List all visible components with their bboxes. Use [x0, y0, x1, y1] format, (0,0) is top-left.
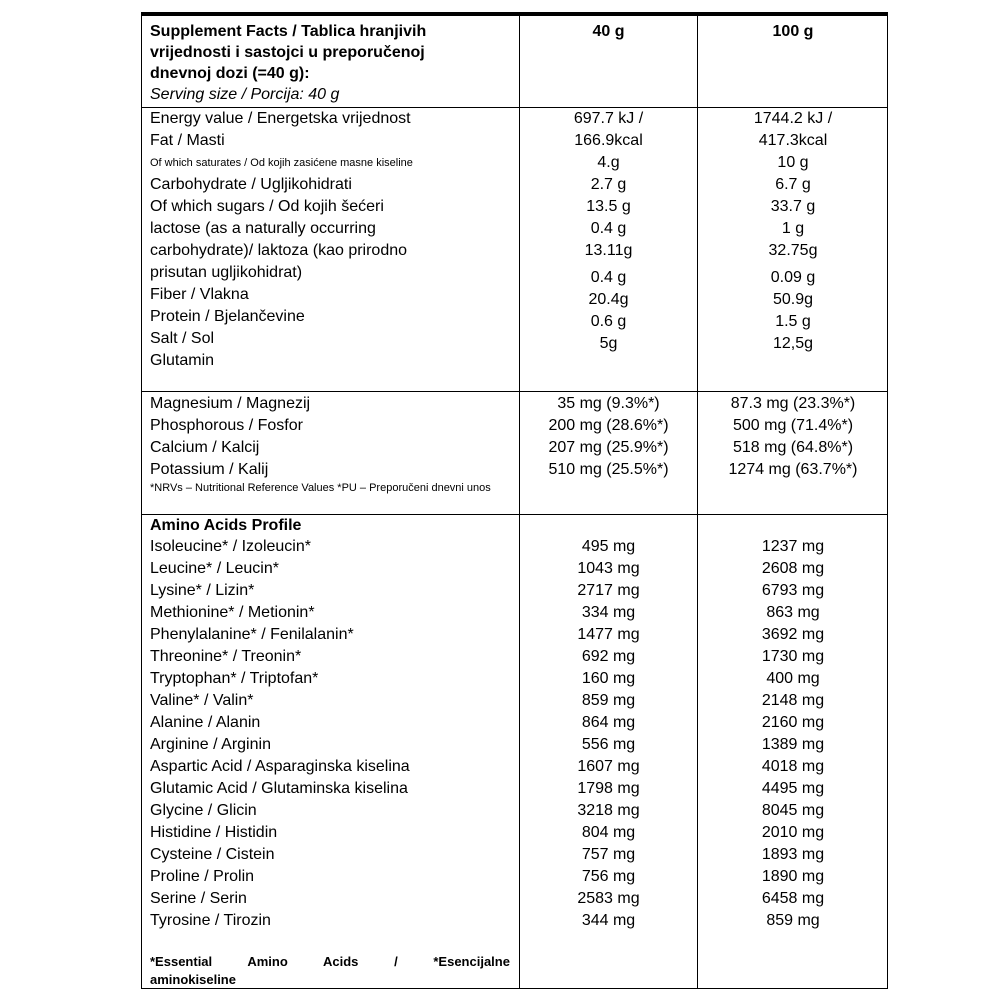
title-line: dnevnoj dozi (=40 g): — [150, 65, 310, 82]
amino-value-100g: 6793 mg — [761, 582, 825, 599]
nutrient-label: Glutamin — [150, 352, 215, 369]
amino-value-40g: 556 mg — [581, 736, 636, 753]
row-divider — [141, 391, 888, 392]
amino-value-100g: 1730 mg — [761, 648, 825, 665]
nutrient-value-40g: 13.5 g — [586, 198, 631, 215]
amino-value-100g: 863 mg — [766, 604, 820, 621]
nutrition-labels — [150, 108, 413, 372]
nutrition-values-100g — [698, 108, 888, 350]
amino-acid-name: Valine* / Valin* — [150, 692, 254, 709]
amino-values-40g — [520, 536, 697, 932]
amino-value-100g: 2010 mg — [761, 824, 825, 841]
mineral-value-100g: 518 mg (64.8%*) — [732, 439, 854, 456]
amino-value-100g: 1890 mg — [761, 868, 825, 885]
amino-value-100g: 8045 mg — [761, 802, 825, 819]
amino-value-40g: 1798 mg — [577, 780, 640, 797]
amino-acid-name: Phenylalanine* / Fenilalanin* — [150, 626, 354, 643]
nutrient-value-100g: 417.3kcal — [758, 132, 828, 149]
amino-value-100g: 1893 mg — [761, 846, 825, 863]
amino-acid-name: Threonine* / Treonin* — [150, 648, 302, 665]
footnote-word: / — [394, 954, 398, 969]
mineral-value-40g: 200 mg (28.6%*) — [548, 417, 669, 434]
amino-value-40g: 1043 mg — [577, 560, 640, 577]
mineral-value-40g: 35 mg (9.3%*) — [557, 395, 660, 412]
mineral-name: Magnesium / Magnezij — [150, 395, 311, 412]
amino-value-100g: 1237 mg — [761, 538, 825, 555]
nutrient-label: Of which sugars / Od kojih šećeri — [150, 198, 384, 215]
nutrient-value-100g: 50.9g — [772, 291, 814, 308]
amino-value-40g: 1477 mg — [577, 626, 640, 643]
amino-value-40g: 344 mg — [581, 912, 636, 929]
amino-value-40g: 804 mg — [581, 824, 636, 841]
mineral-value-100g: 500 mg (71.4%*) — [732, 417, 854, 434]
nutrient-value-100g: 0.09 g — [770, 269, 816, 286]
amino-value-40g: 864 mg — [581, 714, 636, 731]
nutrient-value-40g: 13.11g — [584, 242, 633, 259]
nutrition-values-40g — [520, 108, 697, 350]
mineral-value-40g: 510 mg (25.5%*) — [548, 461, 669, 478]
essential-footnote — [150, 953, 510, 989]
amino-acid-name: Aspartic Acid / Asparaginska kiselina — [150, 758, 410, 775]
footnote-word: *Esencijalne — [433, 954, 510, 969]
nutrient-label: lactose (as a naturally occurring — [150, 220, 376, 237]
nutrient-value-100g: 32.75g — [768, 242, 818, 259]
nutrient-value-100g: 33.7 g — [770, 198, 816, 215]
amino-value-100g: 859 mg — [766, 912, 820, 929]
nutrient-value-40g: 5g — [599, 335, 618, 352]
nutrient-value-100g: 6.7 g — [775, 176, 811, 193]
nutrient-value-40g: 4.g — [597, 154, 620, 171]
amino-value-100g: 2608 mg — [761, 560, 825, 577]
amino-acid-name: Histidine / Histidin — [150, 824, 278, 841]
amino-value-40g: 692 mg — [581, 648, 636, 665]
nutrient-value-40g: 20.4g — [588, 291, 629, 308]
amino-value-40g: 2583 mg — [577, 890, 640, 907]
nutrient-value-100g: 10 g — [777, 154, 809, 171]
amino-acid-name: Alanine / Alanin — [150, 714, 261, 731]
column-header-40g: 40 g — [592, 23, 625, 40]
footnote-word: Acids — [322, 954, 359, 969]
amino-value-40g: 334 mg — [581, 604, 636, 621]
nutrient-value-100g: 1 g — [781, 220, 805, 237]
nutrient-label: Salt / Sol — [150, 330, 215, 347]
amino-acid-name: Glycine / Glicin — [150, 802, 257, 819]
mineral-value-100g: 87.3 mg (23.3%*) — [730, 395, 856, 412]
title-line: vrijednosti i sastojci u preporučenoj — [150, 44, 425, 61]
amino-acid-name: Tyrosine / Tirozin — [150, 912, 271, 929]
nutrient-value-100g: 1744.2 kJ / — [753, 110, 833, 127]
amino-value-40g: 160 mg — [581, 670, 636, 687]
amino-value-40g: 2717 mg — [577, 582, 640, 599]
footnote-line: aminokiseline — [150, 972, 236, 987]
nrv-note: *NRVs – Nutritional Reference Values *PU – Preporučeni dnevni unos — [150, 482, 491, 494]
nutrient-value-40g: 0.4 g — [590, 269, 627, 286]
amino-acid-name: Tryptophan* / Triptofan* — [150, 670, 319, 687]
amino-title: Amino Acids Profile — [150, 517, 302, 534]
title-line: Supplement Facts / Tablica hranjivih — [150, 23, 427, 40]
nutrient-value-40g: 2.7 g — [590, 176, 627, 193]
amino-acid-name: Proline / Prolin — [150, 868, 255, 885]
amino-value-100g: 2148 mg — [761, 692, 825, 709]
mineral-name: Phosphorous / Fosfor — [150, 417, 303, 434]
nutrient-label: Of which saturates / Od kojih zasićene masne kiseline — [150, 157, 413, 169]
nutrient-value-100g: 12,5g — [772, 335, 814, 352]
amino-acid-name: Glutamic Acid / Glutaminska kiselina — [150, 780, 408, 797]
amino-acid-name: Methionine* / Metionin* — [150, 604, 315, 621]
footnote-word: *Essential — [150, 954, 213, 969]
amino-value-100g: 400 mg — [766, 670, 820, 687]
nutrient-label: prisutan ugljikohidrat) — [150, 264, 303, 281]
amino-acid-name: Leucine* / Leucin* — [150, 560, 279, 577]
amino-value-100g: 3692 mg — [761, 626, 825, 643]
amino-acid-name: Lysine* / Lizin* — [150, 582, 255, 599]
footnote-line — [150, 953, 510, 971]
mineral-name: Potassium / Kalij — [150, 461, 269, 478]
amino-acid-name: Cysteine / Cistein — [150, 846, 275, 863]
nutrient-label: Carbohydrate / Ugljikohidrati — [150, 176, 352, 193]
nutrient-label: Energy value / Energetska vrijednost — [150, 110, 411, 127]
nutrient-label: Protein / Bjelančevine — [150, 308, 305, 325]
nutrient-label: carbohydrate)/ laktoza (kao prirodno — [150, 242, 408, 259]
nutrient-value-40g: 166.9kcal — [574, 132, 643, 149]
amino-value-40g: 859 mg — [581, 692, 636, 709]
amino-labels — [150, 536, 410, 932]
nutrient-label: Fat / Masti — [150, 132, 225, 149]
nutrient-value-40g: 0.6 g — [590, 313, 627, 330]
footnote-word: Amino — [247, 954, 288, 969]
amino-value-40g: 495 mg — [581, 538, 636, 555]
nutrient-value-40g: 697.7 kJ / — [573, 110, 644, 127]
amino-acid-name: Arginine / Arginin — [150, 736, 271, 753]
nutrient-value-100g: 1.5 g — [775, 313, 811, 330]
amino-value-40g: 757 mg — [581, 846, 636, 863]
amino-values-100g — [698, 536, 888, 932]
mineral-values-100g — [698, 393, 888, 481]
amino-value-100g: 4495 mg — [761, 780, 825, 797]
mineral-values-40g — [520, 393, 697, 481]
nutrient-value-40g: 0.4 g — [590, 220, 627, 237]
mineral-labels — [150, 393, 310, 481]
amino-value-100g: 6458 mg — [761, 890, 825, 907]
table-title — [150, 21, 426, 105]
mineral-name: Calcium / Kalcij — [150, 439, 260, 456]
amino-value-40g: 756 mg — [581, 868, 636, 885]
serving-size: Serving size / Porcija: 40 g — [150, 86, 340, 103]
amino-acid-name: Serine / Serin — [150, 890, 247, 907]
mineral-value-100g: 1274 mg (63.7%*) — [728, 461, 858, 478]
amino-value-40g: 1607 mg — [577, 758, 640, 775]
amino-acid-name: Isoleucine* / Izoleucin* — [150, 538, 311, 555]
nutrient-label: Fiber / Vlakna — [150, 286, 249, 303]
column-header-100g: 100 g — [772, 23, 814, 40]
amino-value-100g: 4018 mg — [761, 758, 825, 775]
amino-value-100g: 2160 mg — [761, 714, 825, 731]
mineral-value-40g: 207 mg (25.9%*) — [548, 439, 669, 456]
amino-value-40g: 3218 mg — [577, 802, 640, 819]
amino-value-100g: 1389 mg — [761, 736, 825, 753]
